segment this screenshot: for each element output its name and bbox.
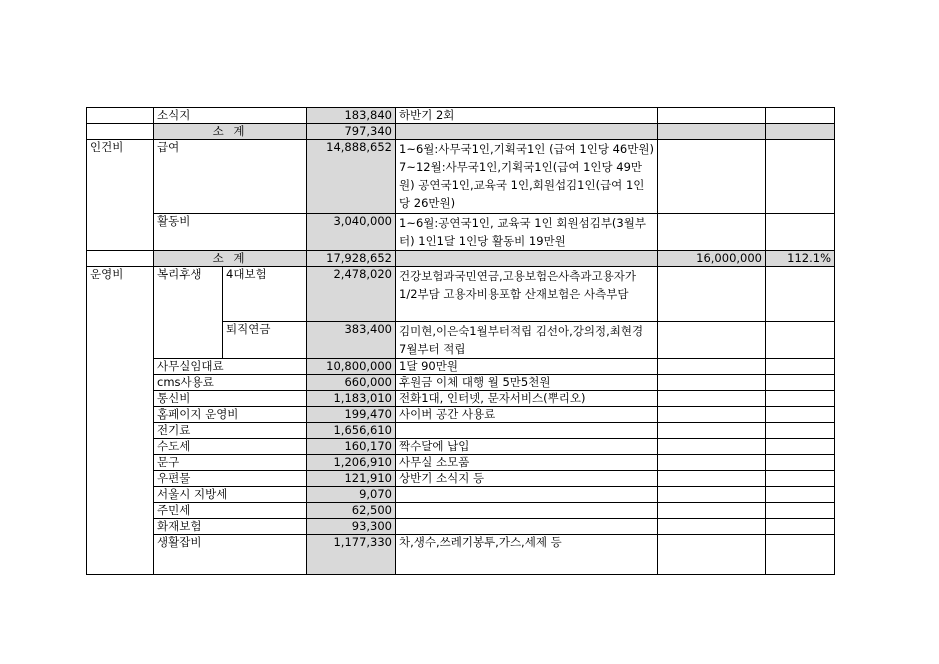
subtotal-label: 소 계	[154, 251, 307, 267]
amount-cell: 9,070	[307, 487, 396, 503]
note-cell: 사이버 공간 사용료	[396, 407, 658, 423]
item-cell: 급여	[154, 140, 307, 214]
note-cell: 하반기 2회	[396, 108, 658, 124]
category-label: 인건비	[87, 140, 154, 251]
ratio-cell	[766, 214, 835, 251]
amount-cell: 1,206,910	[307, 455, 396, 471]
budget-cell	[658, 375, 766, 391]
item-cell: cms사용료	[154, 375, 307, 391]
amount-cell: 199,470	[307, 407, 396, 423]
note-cell: 건강보험과국민연금,고용보험은사측과고용자가1/2부담 고용자비용포함 산재보험은 사측부담	[396, 267, 658, 322]
ratio-cell: 112.1%	[766, 251, 835, 267]
subtotal-amount: 797,340	[307, 124, 396, 140]
amount-cell: 1,656,610	[307, 423, 396, 439]
ratio-cell	[766, 535, 835, 575]
budget-cell	[658, 108, 766, 124]
ratio-cell	[766, 407, 835, 423]
budget-cell	[658, 267, 766, 322]
table-row	[87, 471, 835, 487]
budget-cell	[658, 391, 766, 407]
amount-cell: 183,840	[307, 108, 396, 124]
budget-cell	[658, 455, 766, 471]
budget-cell	[658, 519, 766, 535]
amount-cell: 14,888,652	[307, 140, 396, 214]
note-cell: 사무실 소모품	[396, 455, 658, 471]
ratio-cell	[766, 267, 835, 322]
note-cell	[396, 251, 658, 267]
item-cell: 우편물	[154, 471, 307, 487]
budget-cell	[658, 423, 766, 439]
amount-cell: 10,800,000	[307, 359, 396, 375]
note-cell	[396, 423, 658, 439]
budget-cell	[658, 359, 766, 375]
ratio-cell	[766, 140, 835, 214]
item-cell: 퇴직연금	[223, 322, 307, 359]
budget-cell	[658, 487, 766, 503]
amount-cell: 93,300	[307, 519, 396, 535]
note-cell: 1달 90만원	[396, 359, 658, 375]
item-cell: 화재보험	[154, 519, 307, 535]
subtotal-row	[87, 124, 835, 140]
budget-cell	[658, 535, 766, 575]
ratio-cell	[766, 423, 835, 439]
ratio-cell	[766, 503, 835, 519]
table-row	[87, 439, 835, 455]
ratio-cell	[766, 322, 835, 359]
ratio-cell	[766, 487, 835, 503]
budget-cell	[658, 407, 766, 423]
amount-cell: 1,183,010	[307, 391, 396, 407]
table-row	[87, 407, 835, 423]
budget-cell	[658, 322, 766, 359]
table-row	[87, 455, 835, 471]
ratio-cell	[766, 124, 835, 140]
category-cell	[87, 251, 154, 267]
ratio-cell	[766, 359, 835, 375]
table-row	[87, 375, 835, 391]
amount-cell: 160,170	[307, 439, 396, 455]
table-row	[87, 140, 835, 214]
ratio-cell	[766, 471, 835, 487]
category-label: 운영비	[87, 267, 154, 575]
item-cell: 수도세	[154, 439, 307, 455]
item-cell: 통신비	[154, 391, 307, 407]
ratio-cell	[766, 375, 835, 391]
table-row	[87, 535, 835, 575]
budget-cell	[658, 214, 766, 251]
ratio-cell	[766, 391, 835, 407]
item-cell: 소식지	[154, 108, 307, 124]
table-row	[87, 214, 835, 251]
budget-cell	[658, 439, 766, 455]
item-cell: 문구	[154, 455, 307, 471]
budget-cell	[658, 471, 766, 487]
ratio-cell	[766, 439, 835, 455]
amount-cell: 2,478,020	[307, 267, 396, 322]
amount-cell: 121,910	[307, 471, 396, 487]
ratio-cell	[766, 455, 835, 471]
item-cell: 전기료	[154, 423, 307, 439]
note-cell: 1~6월:공연국1인, 교육국 1인 회원섬김부(3월부터) 1인1달 1인당 활동비 19만원	[396, 214, 658, 251]
item-cell: 활동비	[154, 214, 307, 251]
note-cell: 짝수달에 납입	[396, 439, 658, 455]
amount-cell: 1,177,330	[307, 535, 396, 575]
table-row	[87, 487, 835, 503]
amount-cell: 660,000	[307, 375, 396, 391]
item-cell: 4대보험	[223, 267, 307, 322]
group-label: 복리후생	[154, 267, 223, 359]
category-cell	[87, 108, 154, 124]
table-row	[87, 359, 835, 375]
table-row	[87, 503, 835, 519]
item-cell: 사무실임대료	[154, 359, 307, 375]
table-row	[87, 267, 835, 322]
subtotal-amount: 17,928,652	[307, 251, 396, 267]
category-cell	[87, 124, 154, 140]
table-row	[87, 108, 835, 124]
subtotal-row	[87, 251, 835, 267]
table-row	[87, 423, 835, 439]
note-cell	[396, 519, 658, 535]
note-cell: 상반기 소식지 등	[396, 471, 658, 487]
ratio-cell	[766, 519, 835, 535]
budget-cell	[658, 503, 766, 519]
note-cell: 1~6월:사무국1인,기획국1인 (급여 1인당 46만원) 7~12월:사무국1인,기획국1인(급여 1인당 49만원) 공연국1인,교육국 1인,회원섭김1인(급여 1인당 26만원)	[396, 140, 658, 214]
item-cell: 주민세	[154, 503, 307, 519]
amount-cell: 383,400	[307, 322, 396, 359]
table-row	[87, 519, 835, 535]
note-cell: 차,생수,쓰레기봉투,가스,세제 등	[396, 535, 658, 575]
note-cell: 김미현,이은숙1월부터적립 김선아,강의정,최현경 7월부터 적립	[396, 322, 658, 359]
note-cell: 전화1대, 인터넷, 문자서비스(뿌리오)	[396, 391, 658, 407]
table-row	[87, 391, 835, 407]
note-cell: 후원금 이체 대행 월 5만5천원	[396, 375, 658, 391]
subtotal-label: 소 계	[154, 124, 307, 140]
note-cell	[396, 487, 658, 503]
ratio-cell	[766, 108, 835, 124]
item-cell: 서울시 지방세	[154, 487, 307, 503]
amount-cell: 3,040,000	[307, 214, 396, 251]
note-cell	[396, 503, 658, 519]
amount-cell: 62,500	[307, 503, 396, 519]
budget-table	[86, 107, 835, 575]
note-cell	[396, 124, 658, 140]
budget-cell	[658, 124, 766, 140]
item-cell: 생활잡비	[154, 535, 307, 575]
item-cell: 홈페이지 운영비	[154, 407, 307, 423]
budget-cell: 16,000,000	[658, 251, 766, 267]
budget-cell	[658, 140, 766, 214]
